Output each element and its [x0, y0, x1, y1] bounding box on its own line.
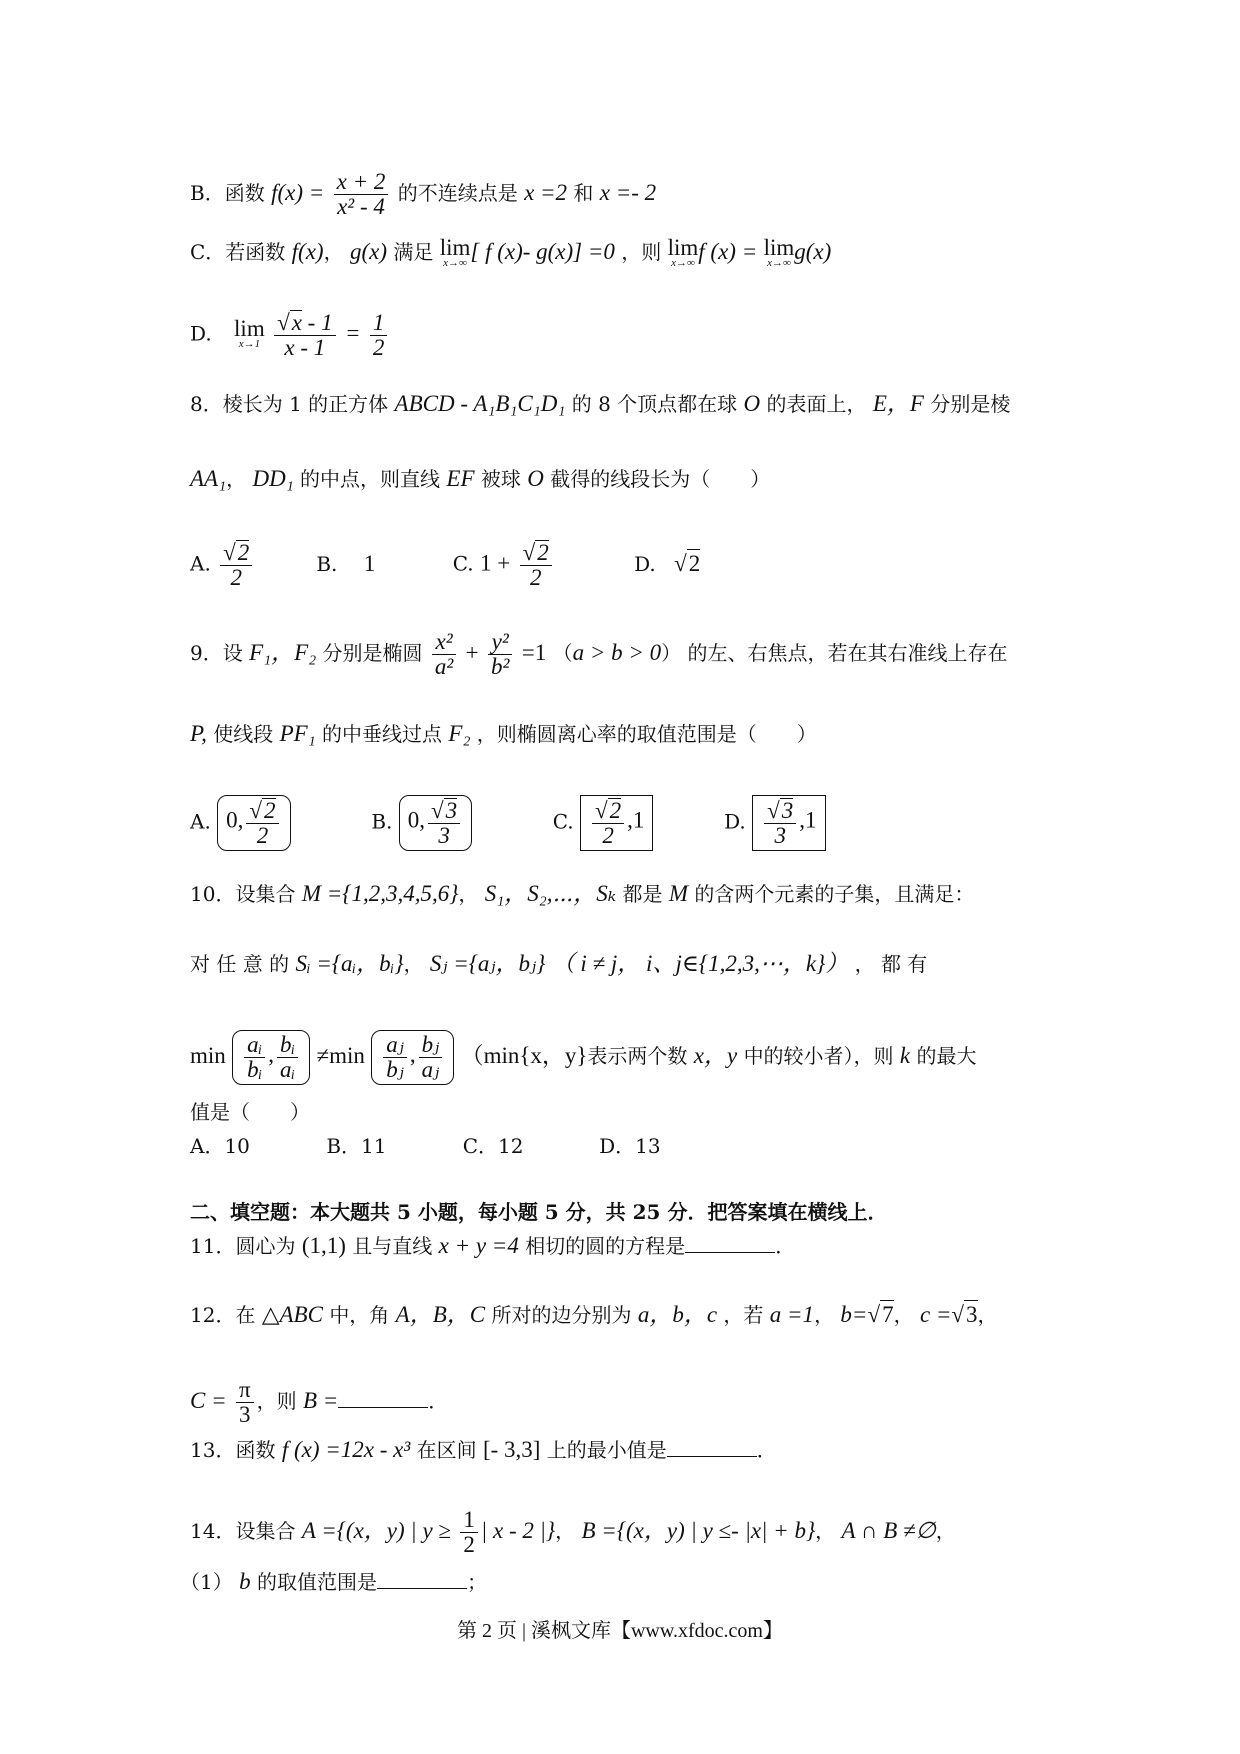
q11: 11．圆心为 (1,1) 且与直线 x + y =4 相切的圆的方程是 ． — [190, 1233, 796, 1258]
page-footer: 第 2 页 | 溪枫文库【www.xfdoc.com】 — [456, 1620, 783, 1642]
q13-answer-blank — [667, 1456, 757, 1457]
q8-line1: 8．棱长为 1 的正方体 ABCD - A₁B₁C₁D₁ 的 8 个顶点都在球 O 的表面上， E，F 分别是棱 — [190, 391, 1011, 416]
q9-line1: 9．设 F₁，F₂ 分别是椭圆 $\frac{\text{x²}}{\text{a²}}$ + $\frac{\text{y²}}{\text{b²}}$ =1 （a > b > 0） 的左、右焦点，若在其右准线上存在 — [190, 629, 1008, 679]
q9-line2: P, 使线段 PF₁ 的中垂线过点 F₂ ，则椭圆离心率的取值范围是（ ） — [190, 721, 817, 746]
q7-option-c: C．若函数 f(x)， g(x) 满足 lim x→∞ [ f (x)- g(x)] =0 ，则 lim x→∞ f (x) = lim x→∞ g(x) — [190, 234, 832, 269]
q8-line2: AA₁， DD₁ 的中点，则直线 EF 被球 O 截得的线段长为（ ） — [190, 466, 771, 491]
q8-option-a: A. $\frac{√2}{2}$ — [190, 540, 310, 590]
q10-option-c: C．12 — [462, 1134, 524, 1158]
q14-line1: 14．设集合 A ={(x，y) | y ≥ $\frac{1}{2}$ | x - 2 |}， B ={(x，y) | y ≤- |x| + b}， A ∩ B ≠∅， — [190, 1507, 956, 1557]
q7-option-d: D. lim x→1 $\frac{√x - 1}{x - 1}$ = $\frac{1}{2}$ — [190, 310, 390, 360]
q12-line1: 12．在 △ABC 中，角 A，B，C 所对的边分别为 a，b，c ，若 a =1， b=√7， c =√3， — [190, 1302, 998, 1327]
q7-option-b: B．函数 f(x) = $\frac{x + 2}{\text{x² - 4}}$ 的不连续点是 x =2 和 x =- 2 — [190, 169, 657, 219]
q10-line2: 对 任 意 的 Sᵢ ={aᵢ，bᵢ}， Sⱼ ={aⱼ，bⱼ} （ i ≠ j， i、j∈{1,2,3,⋯，k}） ， 都 有 — [190, 951, 928, 976]
q10-line4: 值是（ ） — [190, 1100, 310, 1124]
q10-option-a: A．10 — [190, 1134, 250, 1158]
section-2-title: 二、填空题：本大题共 5 小题，每小题 5 分，共 25 分．把答案填在横线上． — [190, 1200, 888, 1224]
q12-answer-blank — [338, 1407, 428, 1408]
q13: 13．函数 f (x) =12x - x³ 在区间 [- 3,3] 上的最小值是 ． — [190, 1437, 777, 1462]
q9-option-d: D. $\frac{√3}{3}$ ,1 — [724, 795, 884, 851]
q10-options — [190, 1132, 729, 1160]
q10-line3: min $\frac{\text{aᵢ}}{\text{bᵢ}}$ , $\frac{\text{bᵢ}}{\text{aᵢ}}$ ≠min $\frac{\text{aⱼ}}{\text{bⱼ}}$ , $\frac{\text{bⱼ}}{\text{aⱼ}}$ （min{x，y}表示两个数 x，y 中的较小者），则 k 的最大 — [190, 1030, 977, 1085]
q8-option-b: B. 1 — [316, 550, 376, 576]
q10-option-d: D．13 — [599, 1134, 661, 1158]
q8-options — [190, 540, 754, 590]
q9-option-b: B. 0, $\frac{√3}{3}$ — [371, 795, 546, 851]
q9-option-c: C. $\frac{√2}{2}$ ,1 — [553, 795, 718, 851]
q10-option-b: B．11 — [326, 1134, 387, 1158]
q12-line2: C = $\frac{\pi}{3}$ ，则 B = ． — [190, 1377, 449, 1427]
q10-line1: 10．设集合 M ={1,2,3,4,5,6}， S₁，S₂,⋯，Sₖ 都是 M 的含两个元素的子集，且满足： — [190, 881, 975, 906]
q11-answer-blank — [685, 1252, 775, 1253]
q8-option-c: C. 1 + $\frac{√2}{2}$ — [453, 540, 628, 590]
q9-options — [190, 795, 884, 851]
q14-line2: （1） b 的取值范围是 ； — [180, 1569, 487, 1594]
q9-option-a: A. 0, $\frac{√2}{2}$ — [190, 795, 365, 851]
q14-answer-blank — [377, 1588, 467, 1589]
q8-option-d: D. √2 — [634, 550, 701, 576]
